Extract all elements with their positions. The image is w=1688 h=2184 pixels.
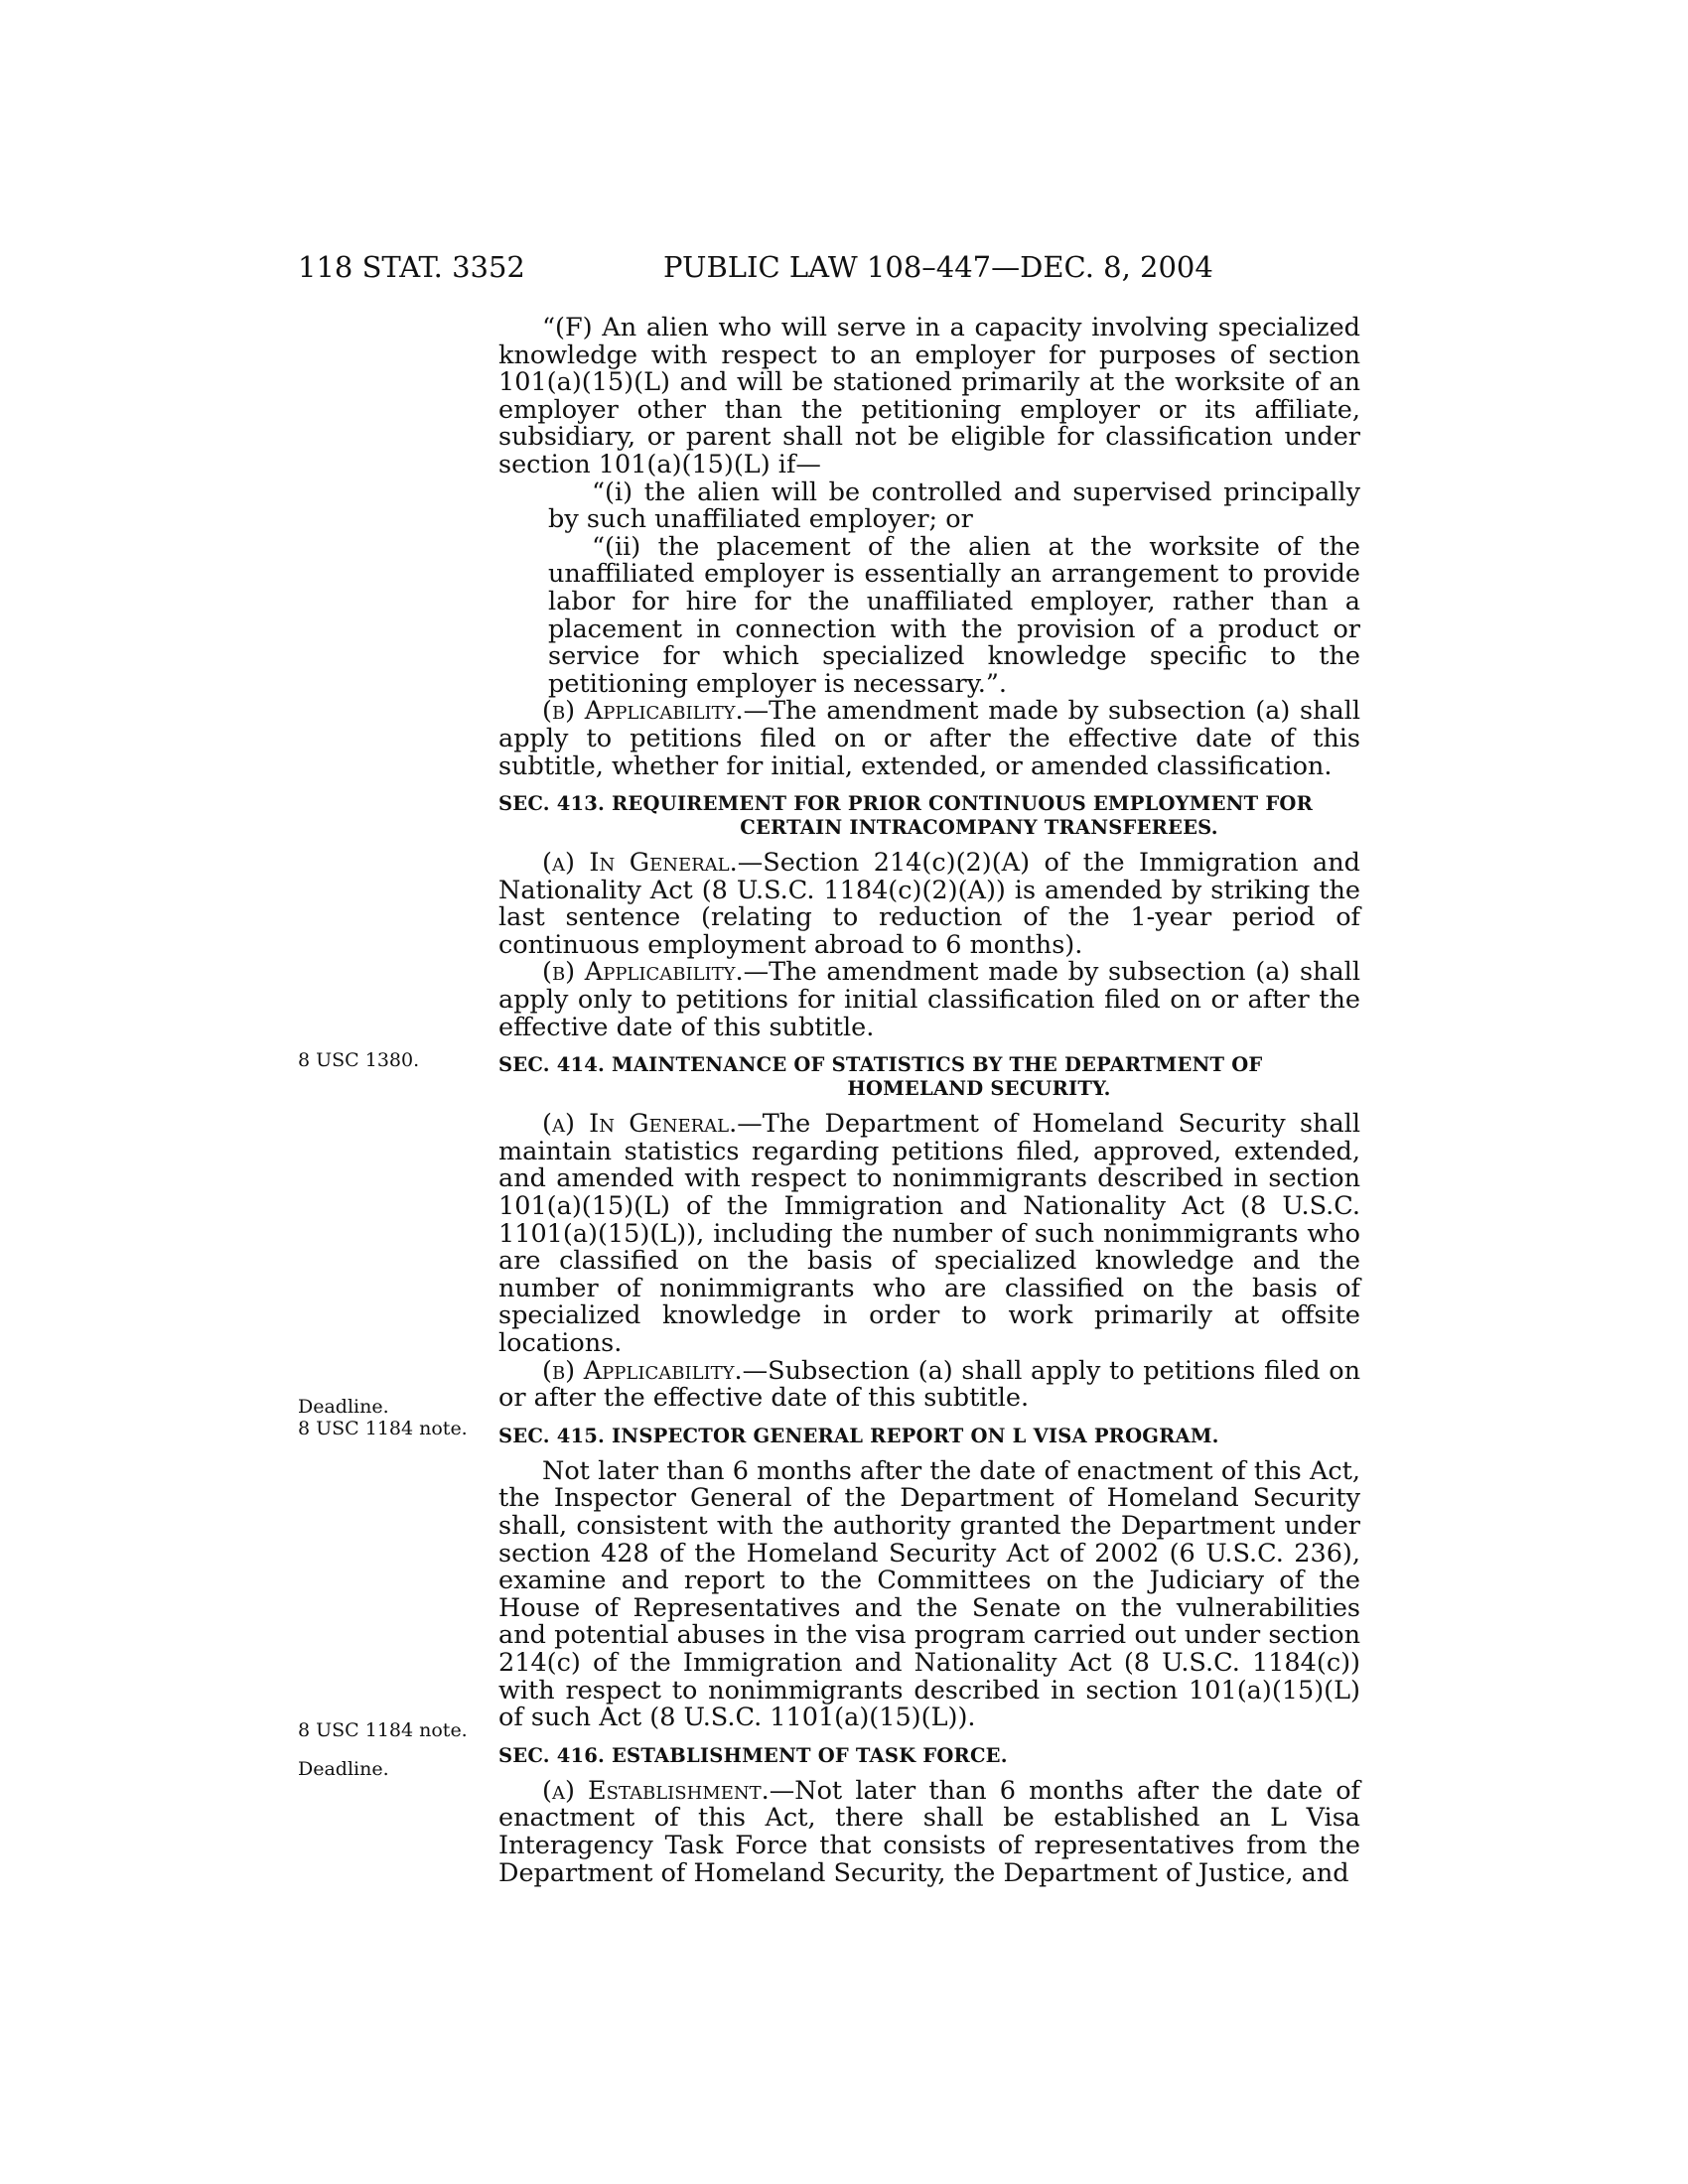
sec414-subsection-a-label: (a) In General. (542, 1109, 738, 1140)
sec412-subsection-b (498, 698, 1360, 780)
sec413-subsection-a (498, 850, 1360, 959)
sec414-subsection-a (498, 1111, 1360, 1357)
sec413-subsection-b-label: (b) Applicability. (542, 957, 744, 988)
sec416-subsection-a-label: (a) Establishment. (542, 1775, 770, 1806)
margin-note-sec415: Deadline. 8 USC 1184 note. (298, 1396, 468, 1439)
sec413-subsection-a-text: —Section 214(c)(2)(A) of the Immigration and Nationality Act (8 U.S.C. 1184(c)(2)(A)) is amended by striking the last sentence (relating to reduction of the 1-year period of continuous employment abroad to 6 months). (498, 848, 1360, 960)
sec414-subsection-b-text: —Subsection (a) shall apply to petitions filed on or after the effective date of this subtitle. (498, 1355, 1360, 1414)
document-body (498, 315, 1360, 1887)
page-header (0, 250, 1688, 290)
paragraph-i: “(i) the alien will be controlled and supervised principally by such unaffiliated employer; or (548, 477, 1360, 535)
sec414-heading: SEC. 414. MAINTENANCE OF STATISTICS BY THE DEPARTMENT OF HOMELAND SECURITY. (498, 1053, 1263, 1101)
sec413-subsection-a-label: (a) In General. (542, 848, 738, 879)
sec416-subsection-a (498, 1775, 1360, 1888)
sec412-subsection-b-label: (b) Applicability. (542, 696, 744, 727)
sec416-heading: SEC. 416. ESTABLISHMENT OF TASK FORCE. (498, 1743, 1008, 1767)
sec412-subsection-b-text: —The amendment made by subsection (a) shall apply to petitions filed on or after the effective date of this subtitle, whether for initial, extended, or amended classification. (498, 696, 1360, 781)
sec415-heading: SEC. 415. INSPECTOR GENERAL REPORT ON L VISA PROGRAM. (498, 1424, 1219, 1447)
sec413-heading: SEC. 413. REQUIREMENT FOR PRIOR CONTINUOUS EMPLOYMENT FOR CERTAIN INTRACOMPANY TRANSFEREES. (498, 792, 1313, 840)
sec416-subsection-a-text: —Not later than 6 months after the date of enactment of this Act, there shall be established an L Visa Interagency Task Force that consists of representatives from the Department of Homeland Security, the Department of Justice, and (498, 1775, 1360, 1888)
subparagraph-block (498, 479, 1360, 699)
sec413-subsection-b-text: —The amendment made by subsection (a) shall apply only to petitions for initial classification filed on or after the effective date of this subtitle. (498, 957, 1360, 1042)
sec414-subsection-b (498, 1355, 1360, 1414)
statute-reference: 118 STAT. 3352 (298, 250, 525, 284)
margin-note-sec414: 8 USC 1380. (298, 1049, 420, 1071)
law-title: PUBLIC LAW 108–447—DEC. 8, 2004 (663, 250, 1213, 284)
margin-note-sec416-deadline: Deadline. (298, 1758, 389, 1780)
paragraph-ii: “(ii) the placement of the alien at the worksite of the unaffiliated employer is essentially an arrangement to provide labor for hire for the unaffiliated employer, rather than a placement in connection with the provision of a product or service for which specialized knowledge specific to the petitioning employer is necessary.”. (548, 531, 1360, 699)
sec414-subsection-a-text: —The Department of Homeland Security shall maintain statistics regarding petitions filed, approved, extended, and amended with respect to nonimmigrants described in section 101(a)(15)(L) of the Immigration and Nationality Act (8 U.S.C. 1101(a)(15)(L)), including the number of such nonimmigrants who are classified on the basis of specialized knowledge and the number of nonimmigrants who are classified on the basis of specialized knowledge in order to work primarily at offsite locations. (498, 1109, 1360, 1358)
sec414-subsection-b-label: (b) Applicability. (542, 1355, 743, 1386)
sec413-subsection-b (498, 959, 1360, 1041)
sec415-text: Not later than 6 months after the date of enactment of this Act, the Inspector General of the Department of Homeland Security shall, consistent with the authority granted the Department under section 428 of the Homeland Security Act of 2002 (6 U.S.C. 236), examine and report to the Committees on the Judiciary of the House of Representatives and the Senate on the vulnerabilities and potential abuses in the visa program carried out under section 214(c) of the Immigration and Nationality Act (8 U.S.C. 1184(c)) with respect to nonimmigrants described in section 101(a)(15)(L) of such Act (8 U.S.C. 1101(a)(15)(L)). (498, 1455, 1360, 1733)
margin-note-sec416: 8 USC 1184 note. (298, 1719, 468, 1741)
paragraph-F: “(F) An alien who will serve in a capacity involving specialized knowledge with respect to an employer for purposes of section 101(a)(15)(L) and will be stationed primarily at the worksite of an employer other than the petitioning employer or its affiliate, subsidiary, or parent shall not be eligible for classification under section 101(a)(15)(L) if— (498, 313, 1360, 479)
